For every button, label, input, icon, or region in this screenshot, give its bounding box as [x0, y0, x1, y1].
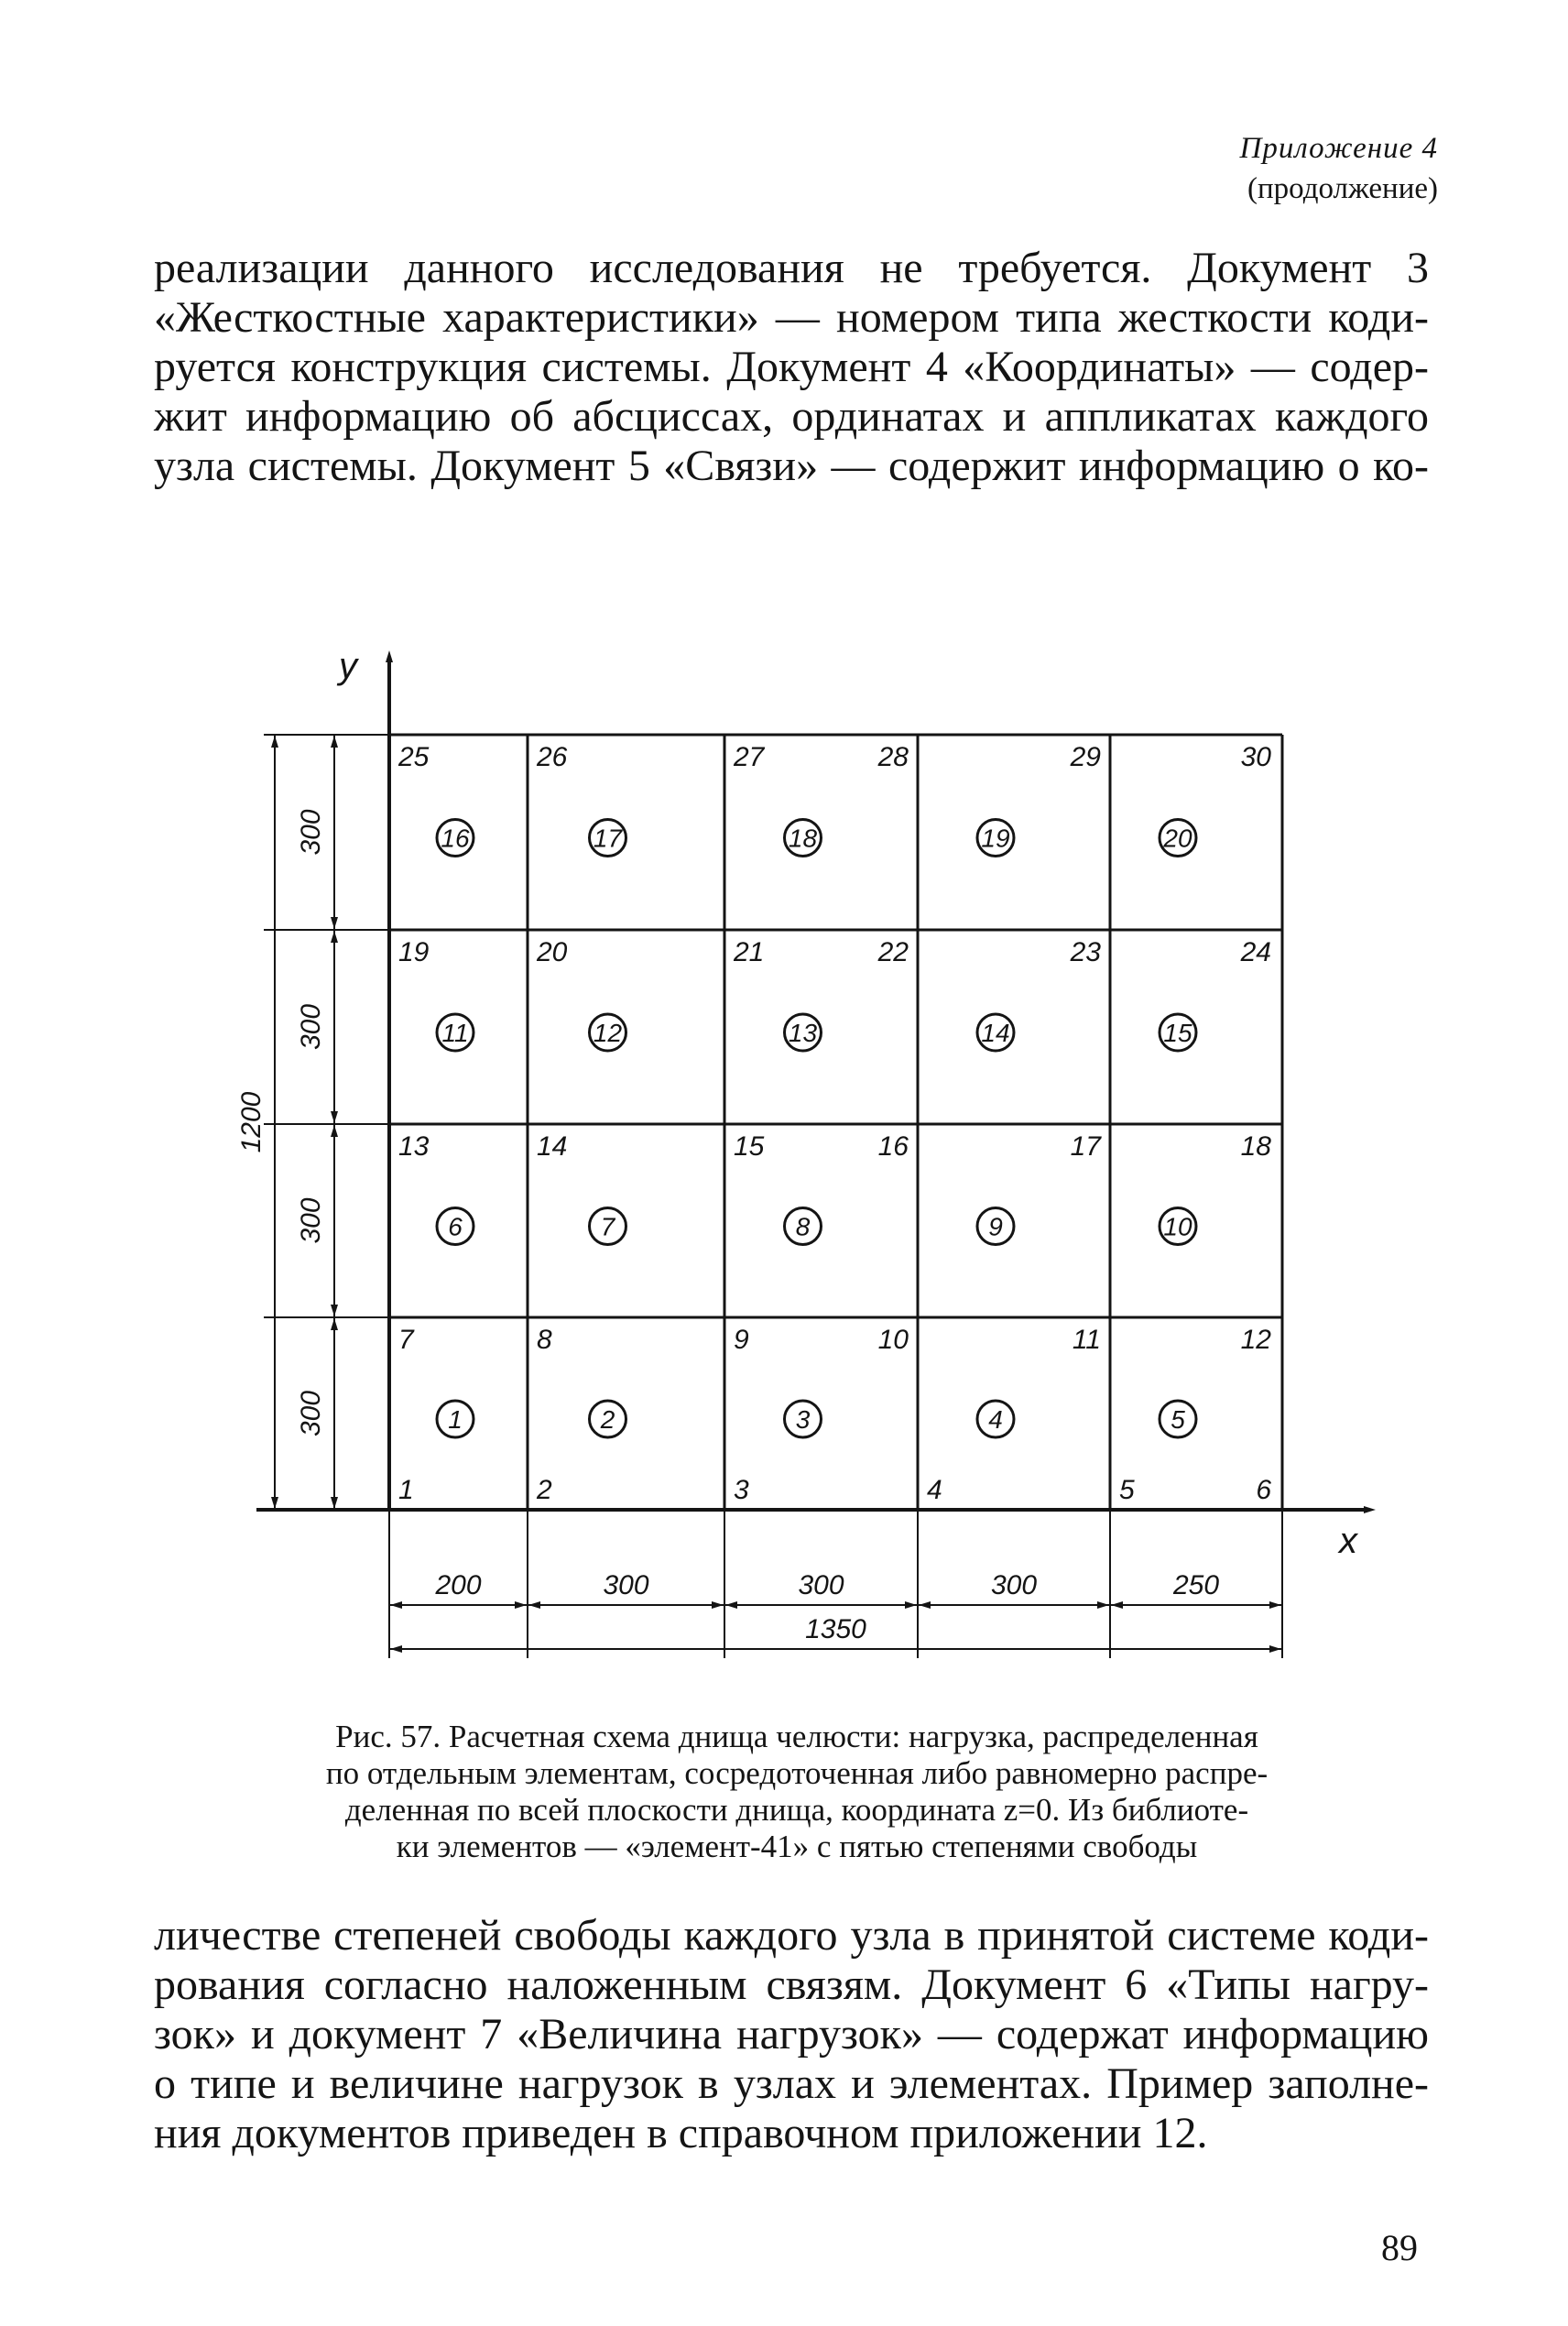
element-label: 20 [1163, 824, 1192, 853]
element-label: 3 [795, 1405, 811, 1434]
dimension-arrow [331, 1318, 338, 1330]
dimension-label-vertical: 300 [296, 809, 326, 856]
text-line: рования согласно наложенным связям. Документ 6 «Типы нагру- [154, 1960, 1429, 2009]
element-label: 11 [441, 1019, 469, 1047]
element-label: 19 [981, 824, 1010, 853]
dimension-label-vertical: 300 [296, 1390, 326, 1437]
running-head-continued: (продолжение) [1247, 172, 1438, 205]
node-label: 27 [734, 742, 765, 772]
x-axis-label: x [1339, 1521, 1357, 1561]
paragraph-top [154, 244, 1429, 491]
node-label: 5 [1119, 1475, 1135, 1505]
dimension-arrow [271, 736, 278, 748]
node-label: 13 [398, 1131, 430, 1162]
dimension-label: 300 [990, 1570, 1038, 1600]
text-line: руется конструкция системы. Документ 4 «Координаты» — содер- [154, 343, 1429, 391]
page-number: 89 [1381, 2227, 1418, 2268]
text-line: узла системы. Документ 5 «Связи» — содержит информацию о ко- [154, 442, 1429, 490]
element-label: 10 [1163, 1212, 1192, 1241]
node-label: 6 [1256, 1475, 1271, 1505]
dimension-arrow [331, 736, 338, 748]
node-label: 10 [877, 1325, 909, 1355]
node-label: 30 [1240, 742, 1271, 772]
node-label: 25 [398, 742, 430, 772]
dimension-label: 300 [603, 1570, 649, 1600]
dimension-arrow [331, 1125, 338, 1137]
paragraph-bottom [154, 1911, 1429, 2158]
element-label: 1 [448, 1405, 463, 1434]
figure-mesh-scheme [220, 641, 1410, 1686]
text-line: жит информацию об абсциссах, ординатах и аппликатах каждого [154, 392, 1429, 441]
dimension-arrow [1097, 1601, 1109, 1609]
node-label: 1 [398, 1475, 414, 1505]
node-label: 4 [927, 1475, 942, 1505]
element-label: 16 [441, 824, 470, 853]
element-label: 17 [593, 824, 623, 853]
x-axis-arrow [1364, 1506, 1376, 1513]
dimension-arrow [331, 917, 338, 929]
dimension-arrow [1269, 1645, 1281, 1653]
text-line: «Жесткостные характеристики» — номером типа жесткости коди- [154, 293, 1429, 342]
element-label: 14 [981, 1019, 1010, 1047]
node-label: 9 [734, 1325, 749, 1355]
node-label: 8 [537, 1325, 552, 1355]
node-label: 14 [537, 1131, 568, 1162]
dimension-arrow [331, 931, 338, 943]
y-axis-label: y [339, 646, 357, 686]
dimension-label: 300 [798, 1570, 844, 1600]
dimension-arrow [528, 1601, 540, 1609]
element-label: 5 [1171, 1405, 1185, 1434]
dimension-label: 200 [435, 1570, 482, 1600]
dimension-arrow [515, 1601, 527, 1609]
figure-caption [247, 1719, 1346, 1865]
caption-line: ки элементов — «элемент-41» с пятью степенями свободы [396, 1829, 1198, 1864]
running-head-appendix: Приложение 4 [1239, 132, 1438, 165]
dimension-arrow [712, 1601, 724, 1609]
dimension-arrow [1111, 1601, 1123, 1609]
node-label: 21 [734, 937, 765, 967]
element-label: 18 [788, 824, 818, 853]
dimension-arrow [905, 1601, 917, 1609]
node-label: 18 [1240, 1131, 1271, 1162]
node-label: 23 [1070, 937, 1101, 967]
text-line: о типе и величине нагрузок в узлах и элементах. Пример заполне- [154, 2059, 1429, 2108]
dimension-arrow [331, 1305, 338, 1316]
y-axis-arrow [386, 650, 393, 662]
node-label: 20 [537, 937, 568, 967]
dimension-arrow [919, 1601, 931, 1609]
text-line: личестве степеней свободы каждого узла в принятой системе коди- [154, 1911, 1429, 1960]
dimension-arrow [725, 1601, 737, 1609]
node-label: 29 [1070, 742, 1101, 772]
element-label: 8 [795, 1212, 811, 1241]
node-label: 16 [877, 1131, 909, 1162]
node-label: 22 [877, 937, 909, 967]
element-label: 12 [593, 1019, 623, 1047]
text-line: зок» и документ 7 «Величина нагрузок» — содержат информацию [154, 2010, 1429, 2058]
dimension-label: 250 [1172, 1570, 1220, 1600]
dimension-arrow [390, 1601, 402, 1609]
dimension-arrow [271, 1497, 278, 1509]
dimension-label-vertical: 300 [296, 1197, 326, 1244]
caption-line: Рис. 57. Расчетная схема днища челюсти: нагрузка, распределенная [335, 1719, 1258, 1754]
caption-line: деленная по всей плоскости днища, координата z=0. Из библиоте- [344, 1792, 1249, 1828]
node-label: 17 [1070, 1131, 1101, 1162]
node-label: 24 [1240, 937, 1271, 967]
dimension-label-vertical: 300 [296, 1003, 326, 1051]
node-label: 26 [537, 742, 568, 772]
dimension-total-height: 1200 [236, 1091, 267, 1153]
element-label: 15 [1163, 1019, 1192, 1047]
node-label: 19 [398, 937, 430, 967]
node-label: 12 [1240, 1325, 1271, 1355]
node-label: 3 [734, 1475, 749, 1505]
node-label: 15 [734, 1131, 765, 1162]
running-head [1191, 128, 1438, 209]
element-label: 4 [988, 1405, 1003, 1434]
element-label: 13 [788, 1019, 818, 1047]
dimension-arrow [390, 1645, 402, 1653]
dimension-arrow [1269, 1601, 1281, 1609]
node-label: 28 [877, 742, 909, 772]
dimension-arrow [331, 1111, 338, 1123]
text-line: ния документов приведен в справочном приложении 12. [154, 2109, 1208, 2157]
caption-line: по отдельным элементам, сосредоточенная либо равномерно распре- [325, 1755, 1269, 1791]
dimension-total-width: 1350 [805, 1614, 866, 1644]
element-label: 6 [448, 1212, 463, 1241]
node-label: 2 [537, 1475, 552, 1505]
node-label: 7 [398, 1325, 414, 1355]
dimension-arrow [331, 1497, 338, 1509]
text-line: реализации данного исследования не требуется. Документ 3 [154, 244, 1429, 292]
node-label: 11 [1072, 1325, 1101, 1355]
element-label: 7 [600, 1212, 615, 1241]
element-label: 2 [600, 1405, 615, 1434]
element-label: 9 [988, 1212, 1003, 1241]
